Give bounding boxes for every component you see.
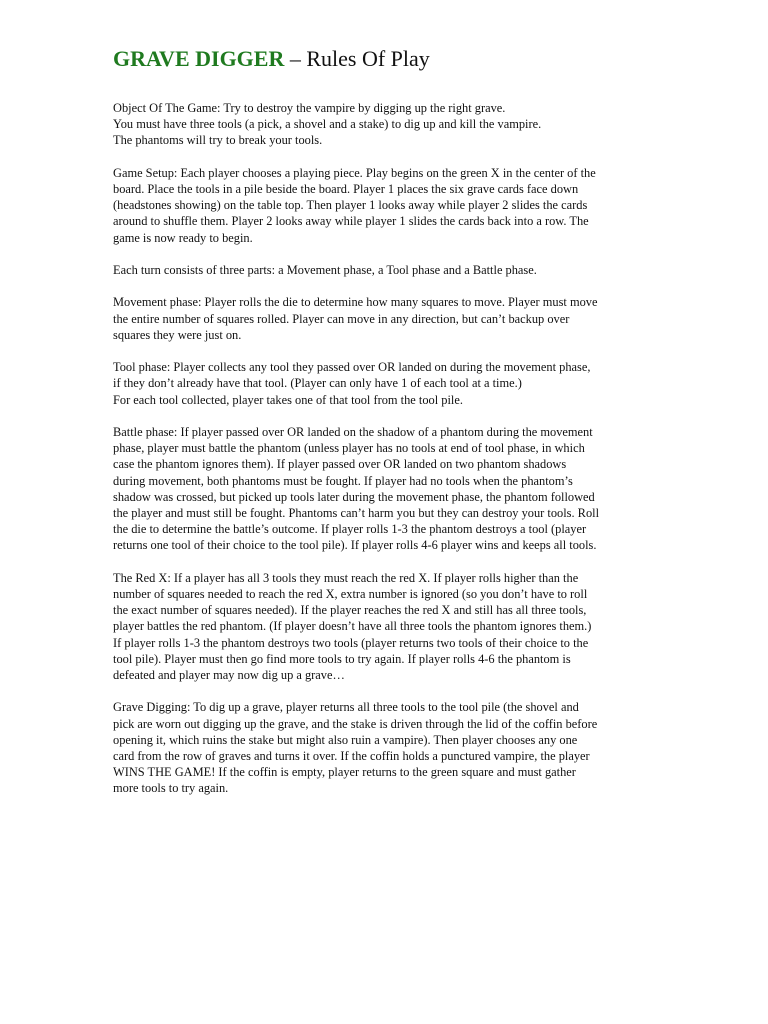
text-line: defeated and player may now dig up a grave… [113,668,345,683]
title-subtitle: – Rules Of Play [284,46,430,71]
text-line: the player and must still be fought. Phantoms can’t harm you but they can destroy your tools. Roll [113,506,600,520]
text-line: phase, player must battle the phantom (unless player has no tools at end of tool phase, in which [113,441,585,456]
paragraph-game-setup [113,165,658,246]
text-line: pick are worn out digging up the grave, and the stake is driven through the lid of the coffin before [113,716,598,731]
paragraph-tool-phase [113,359,658,408]
text-line: during movement, both phantoms must be fought. If player had no tools when the phantom’s [113,473,573,488]
text-line: case the phantom ignores them). If player passed over OR landed on two phantom shadows [113,457,567,472]
text-line: number of squares needed to reach the red X, extra number is ignored (so you don’t have to roll [113,587,588,601]
paragraph-grave-digging [113,699,658,796]
text-line: the entire number of squares rolled. Player can move in any direction, but can’t backup over [113,311,570,326]
rules-body [113,100,658,813]
paragraph-object-of-the-game [113,100,658,149]
text-line: shadow was crossed, but picked up tools later during the movement phase, the phantom followed [113,489,595,504]
game-name: GRAVE DIGGER [113,46,285,71]
paragraph-battle-phase [113,424,658,554]
text-line: around to shuffle them. Player 2 looks away while player 1 slides the cards back into a row. The [113,214,589,229]
text-line: Each turn consists of three parts: a Movement phase, a Tool phase and a Battle phase. [113,263,537,277]
text-line: The Red X: If a player has all 3 tools they must reach the red X. If player rolls higher than the [113,570,579,585]
paragraph-the-red-x [113,570,658,683]
text-line: the exact number of squares needed). If the player reaches the red X and still has all three tools, [113,603,587,618]
text-line: tool pile). Player must then go find more tools to try again. If player rolls 4-6 the phantom is [113,651,571,666]
text-line: Grave Digging: To dig up a grave, player returns all three tools to the tool pile (the shovel and [113,700,579,715]
text-line: if they don’t already have that tool. (Player can only have 1 of each tool at a time.) [113,376,522,391]
text-line: WINS THE GAME! If the coffin is empty, player returns to the green square and must gather [113,765,576,780]
text-line: game is now ready to begin. [113,230,253,245]
text-line: more tools to try again. [113,781,229,796]
text-line: card from the row of graves and turns it over. If the coffin holds a punctured vampire, the player [113,749,590,764]
text-line: board. Place the tools in a pile beside the board. Player 1 places the six grave cards face down [113,182,579,196]
text-line: Tool phase: Player collects any tool they passed over OR landed on during the movement phase, [113,360,591,375]
text-line: the die to determine the battle’s outcome. If player rolls 1-3 the phantom destroys a tool (player [113,522,587,537]
text-line: If player rolls 1-3 the phantom destroys two tools (player returns two tools of their choice to the [113,635,589,650]
text-line: You must have three tools (a pick, a shovel and a stake) to dig up and kill the vampire. [113,117,542,132]
text-line: (headstones showing) on the table top. Then player 1 looks away while player 2 slides the cards [113,198,588,213]
paragraph-movement-phase [113,294,658,343]
text-line: squares they were just on. [113,327,242,342]
page-title [113,45,430,73]
paragraph-turn-overview [113,262,658,278]
text-line: The phantoms will try to break your tools. [113,133,323,148]
text-line: Battle phase: If player passed over OR landed on the shadow of a phantom during the movement [113,424,593,439]
text-line: returns one tool of their choice to the tool pile). If player rolls 4-6 player wins and keeps all tools. [113,538,597,553]
text-line: Object Of The Game: Try to destroy the vampire by digging up the right grave. [113,101,506,115]
text-line: opening it, which ruins the stake but might also ruin a vampire). Then player chooses any one [113,732,578,747]
text-line: Movement phase: Player rolls the die to determine how many squares to move. Player must move [113,295,598,310]
text-line: Game Setup: Each player chooses a playing piece. Play begins on the green X in the center of the [113,165,596,180]
text-line: For each tool collected, player takes one of that tool from the tool pile. [113,392,463,407]
text-line: player battles the red phantom. (If player doesn’t have all three tools the phantom ignores them.) [113,619,592,634]
